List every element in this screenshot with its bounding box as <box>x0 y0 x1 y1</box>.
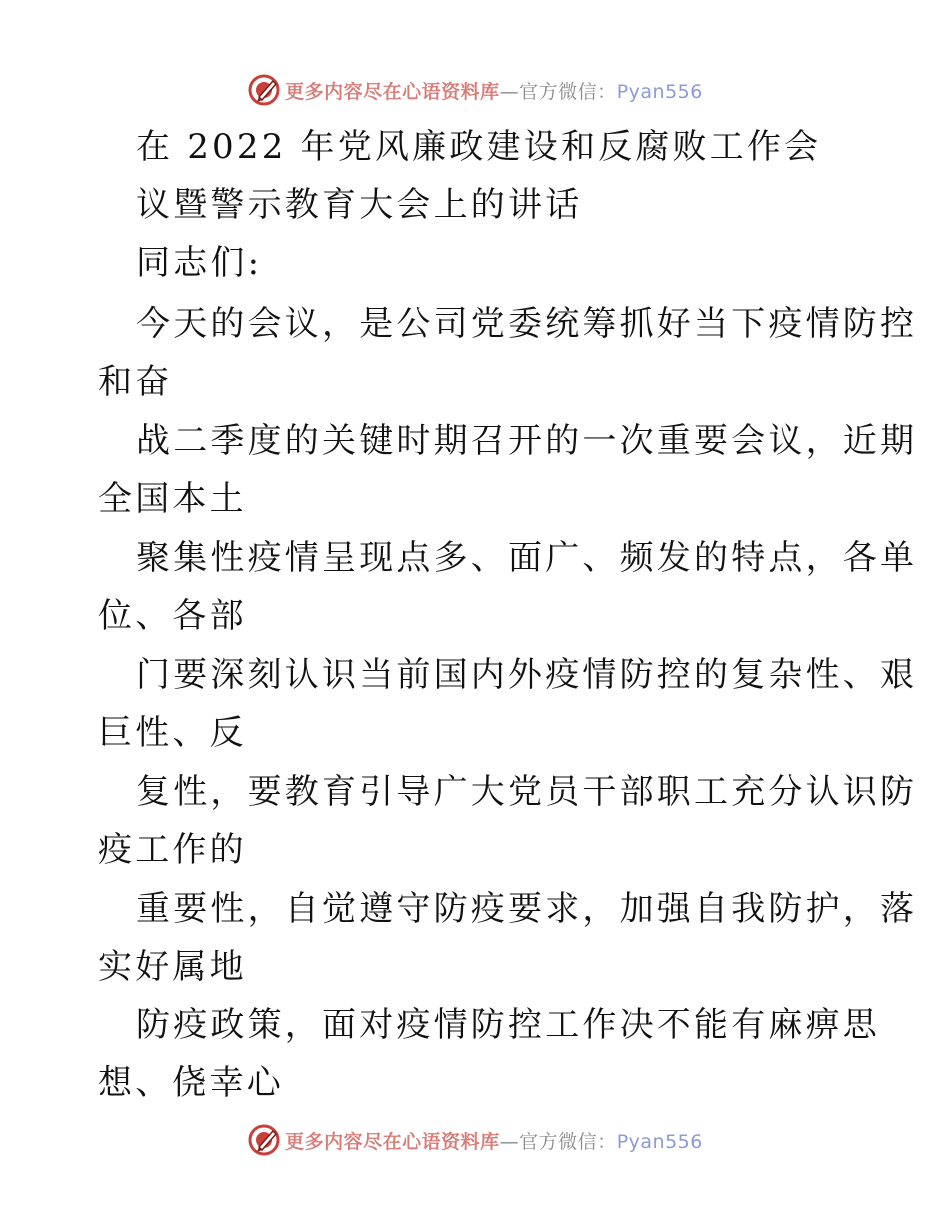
paragraph-line: 疫工作的 <box>98 830 247 870</box>
paragraph-line: 防疫政策，面对疫情防控工作决不能有麻痹思 <box>136 1005 880 1045</box>
paragraph-line: 今天的会议，是公司党委统筹抓好当下疫情防控 <box>136 304 918 344</box>
watermark-dash: — <box>499 1130 520 1153</box>
paragraph-line: 巨性、反 <box>98 713 247 753</box>
document-title-line-1: 在 2022 年党风廉政建设和反腐败工作会 <box>136 127 822 167</box>
watermark-text <box>285 1127 703 1154</box>
paragraph-line: 和奋 <box>98 362 173 402</box>
footer-watermark <box>0 1120 950 1160</box>
watermark-site: 更多内容尽在心语资料库 <box>285 1130 500 1153</box>
paragraph-line: 全国本土 <box>98 479 247 519</box>
pen-logo-icon <box>247 1123 281 1157</box>
watermark-site: 更多内容尽在心语资料库 <box>285 80 500 103</box>
paragraph-line: 实好属地 <box>98 947 247 987</box>
paragraph-line: 战二季度的关键时期召开的一次重要会议，近期 <box>136 421 918 461</box>
paragraph-line: 想、侥幸心 <box>98 1063 284 1103</box>
watermark-wechat: Pyan556 <box>616 1130 703 1153</box>
watermark-label: 官方微信： <box>519 80 617 103</box>
watermark-wechat: Pyan556 <box>616 80 703 103</box>
paragraph-line: 复性，要教育引导广大党员干部职工充分认识防 <box>136 772 918 812</box>
header-watermark <box>0 70 950 110</box>
watermark-dash: — <box>499 80 520 103</box>
salutation: 同志们: <box>136 243 263 283</box>
paragraph-line: 聚集性疫情呈现点多、面广、频发的特点，各单 <box>136 538 918 578</box>
watermark-text <box>285 77 703 104</box>
paragraph-line: 位、各部 <box>98 596 247 636</box>
pen-logo-icon <box>247 73 281 107</box>
document-title-line-2: 议暨警示教育大会上的讲话 <box>136 185 583 225</box>
paragraph-line: 门要深刻认识当前国内外疫情防控的复杂性、艰 <box>136 655 918 695</box>
paragraph-line: 重要性，自觉遵守防疫要求，加强自我防护，落 <box>136 889 918 929</box>
watermark-label: 官方微信： <box>519 1130 617 1153</box>
